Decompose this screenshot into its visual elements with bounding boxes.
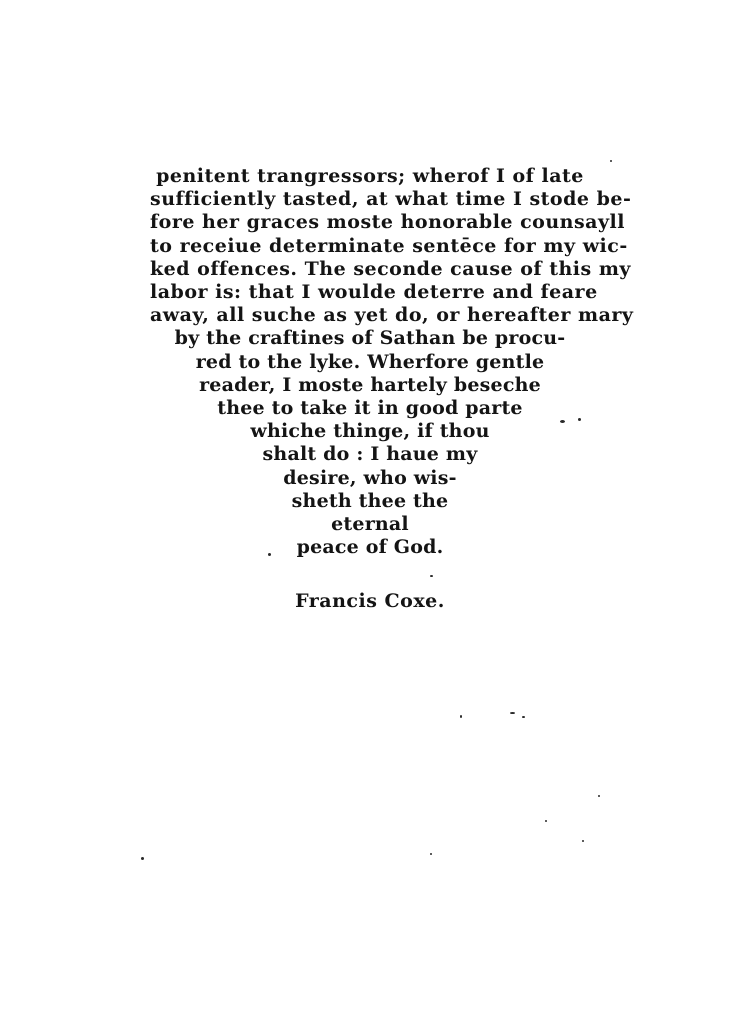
scan-speck [510, 712, 515, 714]
text-line-2: sufficiently tasted, at what time I stode be- [150, 188, 632, 211]
text-line-1: penitent trangressors; wherof I of late [156, 165, 584, 187]
scan-speck [430, 575, 433, 577]
text-line-10: reader, I moste hartely beseche [199, 373, 541, 396]
text-line-8: by the craftines of Sathan be procu- [174, 327, 566, 350]
text-line-17: peace of God. [296, 536, 444, 559]
text-line-15: sheth thee the [291, 489, 449, 512]
scan-speck [430, 853, 432, 855]
text-line-6: labor is: that I woulde deterre and feare [150, 281, 598, 304]
text-line-5: ked offences. The seconde cause of this my [150, 257, 631, 280]
scan-speck [610, 160, 612, 162]
text-line-4: to receiue determinate sentēce for my wic- [150, 234, 628, 257]
scan-speck [582, 840, 584, 842]
text-block [150, 165, 634, 559]
text-line-3: fore her graces moste honorable counsayll [150, 211, 625, 234]
text-line-12: whiche thinge, if thou [250, 420, 490, 443]
scan-speck [141, 857, 144, 860]
scan-speck [598, 795, 600, 797]
text-line-11: thee to take it in good parte [217, 397, 523, 420]
scan-speck [578, 418, 581, 421]
text-line-14: desire, who wis- [283, 466, 457, 489]
text-line-7: away, all suche as yet do, or hereafter mary [150, 304, 634, 327]
text-line-9: red to the lyke. Wherfore gentle [195, 350, 545, 373]
scan-speck [268, 553, 271, 556]
scan-speck [560, 420, 565, 423]
text-line-16: eternal [331, 513, 409, 536]
scan-speck [460, 715, 462, 718]
scan-speck [545, 820, 547, 822]
signature: Francis Coxe. [295, 590, 445, 612]
scan-speck [522, 716, 525, 718]
text-line-13: shalt do : I haue my [262, 443, 478, 466]
